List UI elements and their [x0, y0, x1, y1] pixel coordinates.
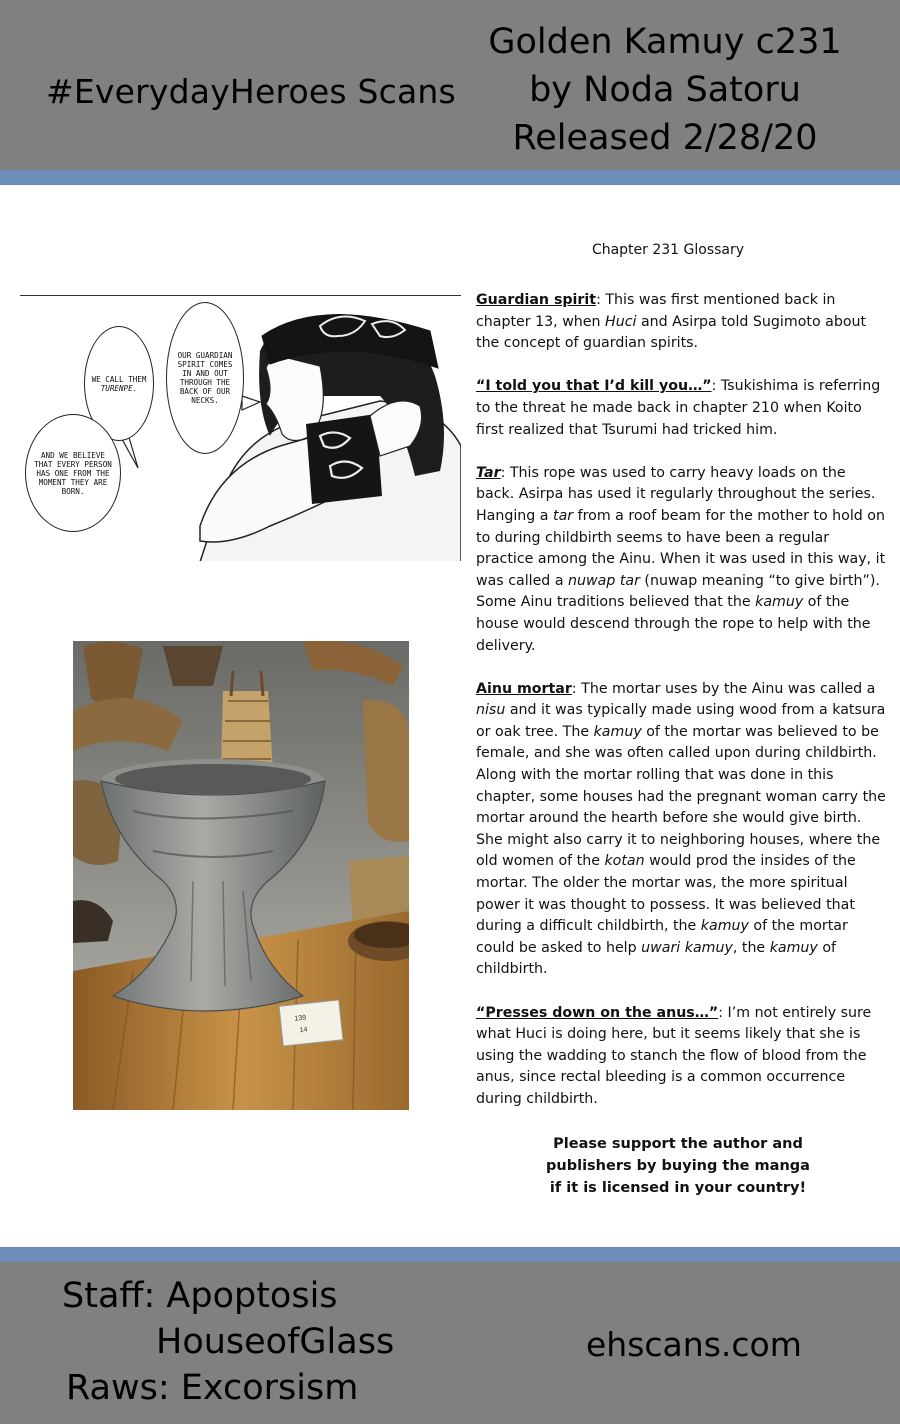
glossary-text: from a roof beam for the mother to hold on to during childbirth seems to have been a regular practice among the Ainu. When it was used in this way, it was called a	[476, 507, 886, 589]
glossary-italic: uwari kamuy	[641, 939, 733, 956]
glossary-text: (nuwap meaning “to give birth”). Some Ainu traditions believed that the	[476, 572, 880, 611]
support-message: Please support the author and publishers by buying the manga if it is licensed in your country!	[546, 1136, 810, 1196]
manga-panel-image	[20, 295, 461, 561]
glossary-entry-tar	[476, 463, 886, 657]
glossary-term: Guardian spirit	[476, 292, 597, 308]
glossary-title: Chapter 231 Glossary	[591, 242, 745, 258]
mortar-photo-art	[73, 641, 409, 1110]
glossary-entry-presses-down	[476, 1003, 886, 1111]
glossary-entry-kill-you	[476, 376, 886, 441]
glossary-italic: nuwap tar	[568, 572, 640, 589]
bubble-turenpe-word: TURENPE.	[100, 383, 138, 393]
glossary-text: : This rope was used to carry heavy loads on the back. Asirpa has used it regularly throughout the series. Hanging a	[476, 464, 876, 524]
glossary-term: Tar	[476, 464, 501, 481]
glossary-italic: kamuy	[755, 594, 804, 611]
glossary-italic: kamuy	[593, 723, 642, 740]
footer-stripe	[0, 1247, 900, 1262]
glossary-term: “Presses down on the anus…”	[476, 1004, 719, 1021]
glossary-entries	[476, 290, 886, 1132]
glossary-entry-guardian-spirit	[476, 290, 886, 355]
speech-bubble-believe: AND WE BELIEVE THAT EVERY PERSON HAS ONE FROM THE MOMENT THEY ARE BORN.	[25, 414, 121, 532]
glossary-text: : I’m not entirely sure what Huci is doing here, but it seems likely that she is using the wadding to stanch the flow of blood from the anus, since rectal bleeding is a common occurrence during childbirth.	[476, 1004, 872, 1107]
glossary-text: of the mortar could be asked to help	[476, 918, 848, 956]
glossary-italic: kotan	[604, 853, 645, 870]
glossary-italic: kamuy	[769, 939, 818, 956]
glossary-text: : This was first mentioned back in chapter 13, when	[476, 292, 836, 330]
glossary-term: “I told you that I’d kill you…”	[476, 378, 712, 395]
glossary-italic: kamuy	[700, 918, 749, 935]
glossary-text: : Tsukishima is referring to the threat he made back in chapter 210 when Koito first realized that Tsurumi had tricked him.	[476, 378, 881, 438]
label-card-line1: 139	[294, 1014, 307, 1023]
website-url: ehscans.com	[586, 1325, 802, 1364]
series-chapter-title: Golden Kamuy c231	[488, 22, 842, 62]
glossary-text: would prod the insides of the mortar. The older the mortar was, the more spiritual power it was thought to possess. It was believed that during a difficult childbirth, the	[476, 853, 856, 935]
label-card-line2: 14	[299, 1026, 308, 1035]
ainu-mortar-photo	[73, 641, 409, 1110]
staff-credit: Staff: Apoptosis	[62, 1276, 338, 1316]
glossary-term: Ainu mortar	[476, 680, 572, 697]
glossary-text: and Asirpa told Sugimoto about the concept of guardian spirits.	[476, 313, 867, 352]
header-stripe	[0, 170, 900, 185]
glossary-text: of the house would descend through the rope to help with the delivery.	[476, 594, 871, 654]
header-banner	[0, 0, 900, 170]
glossary-text: , the	[732, 939, 770, 956]
author-credit: by Noda Satoru	[529, 70, 801, 110]
glossary-italic: nisu	[476, 702, 506, 719]
release-info	[470, 18, 860, 162]
glossary-entry-ainu-mortar	[476, 679, 886, 981]
speech-bubble-guardian: OUR GUARDIAN SPIRIT COMES IN AND OUT THROUGH THE BACK OF OUR NECKS.	[166, 302, 244, 454]
glossary-text: of the mortar was believed to be female, and she was often called upon during childbirth. Along with the mortar rolling that was done in this chapter, some houses had the pregnant woman carry the mortar around the hearth before she would give birth. She might also carry it to neighboring houses, where the old women of the	[476, 723, 886, 870]
scan-group-name: #EverydayHeroes Scans	[46, 72, 456, 111]
glossary-text: : The mortar uses by the Ainu was called a	[571, 680, 876, 697]
staff-credit-second: HouseofGlass	[156, 1322, 395, 1362]
glossary-italic: Huci	[605, 313, 637, 330]
glossary-italic: tar	[553, 507, 574, 524]
bubble-turenpe-lead: WE CALL THEM	[91, 374, 147, 384]
release-date: Released 2/28/20	[512, 118, 818, 158]
glossary-text: of childbirth.	[476, 939, 836, 978]
glossary-text: and it was typically made using wood from a katsura or oak tree. The	[476, 702, 886, 740]
raws-credit: Raws: Excorsism	[66, 1368, 359, 1408]
